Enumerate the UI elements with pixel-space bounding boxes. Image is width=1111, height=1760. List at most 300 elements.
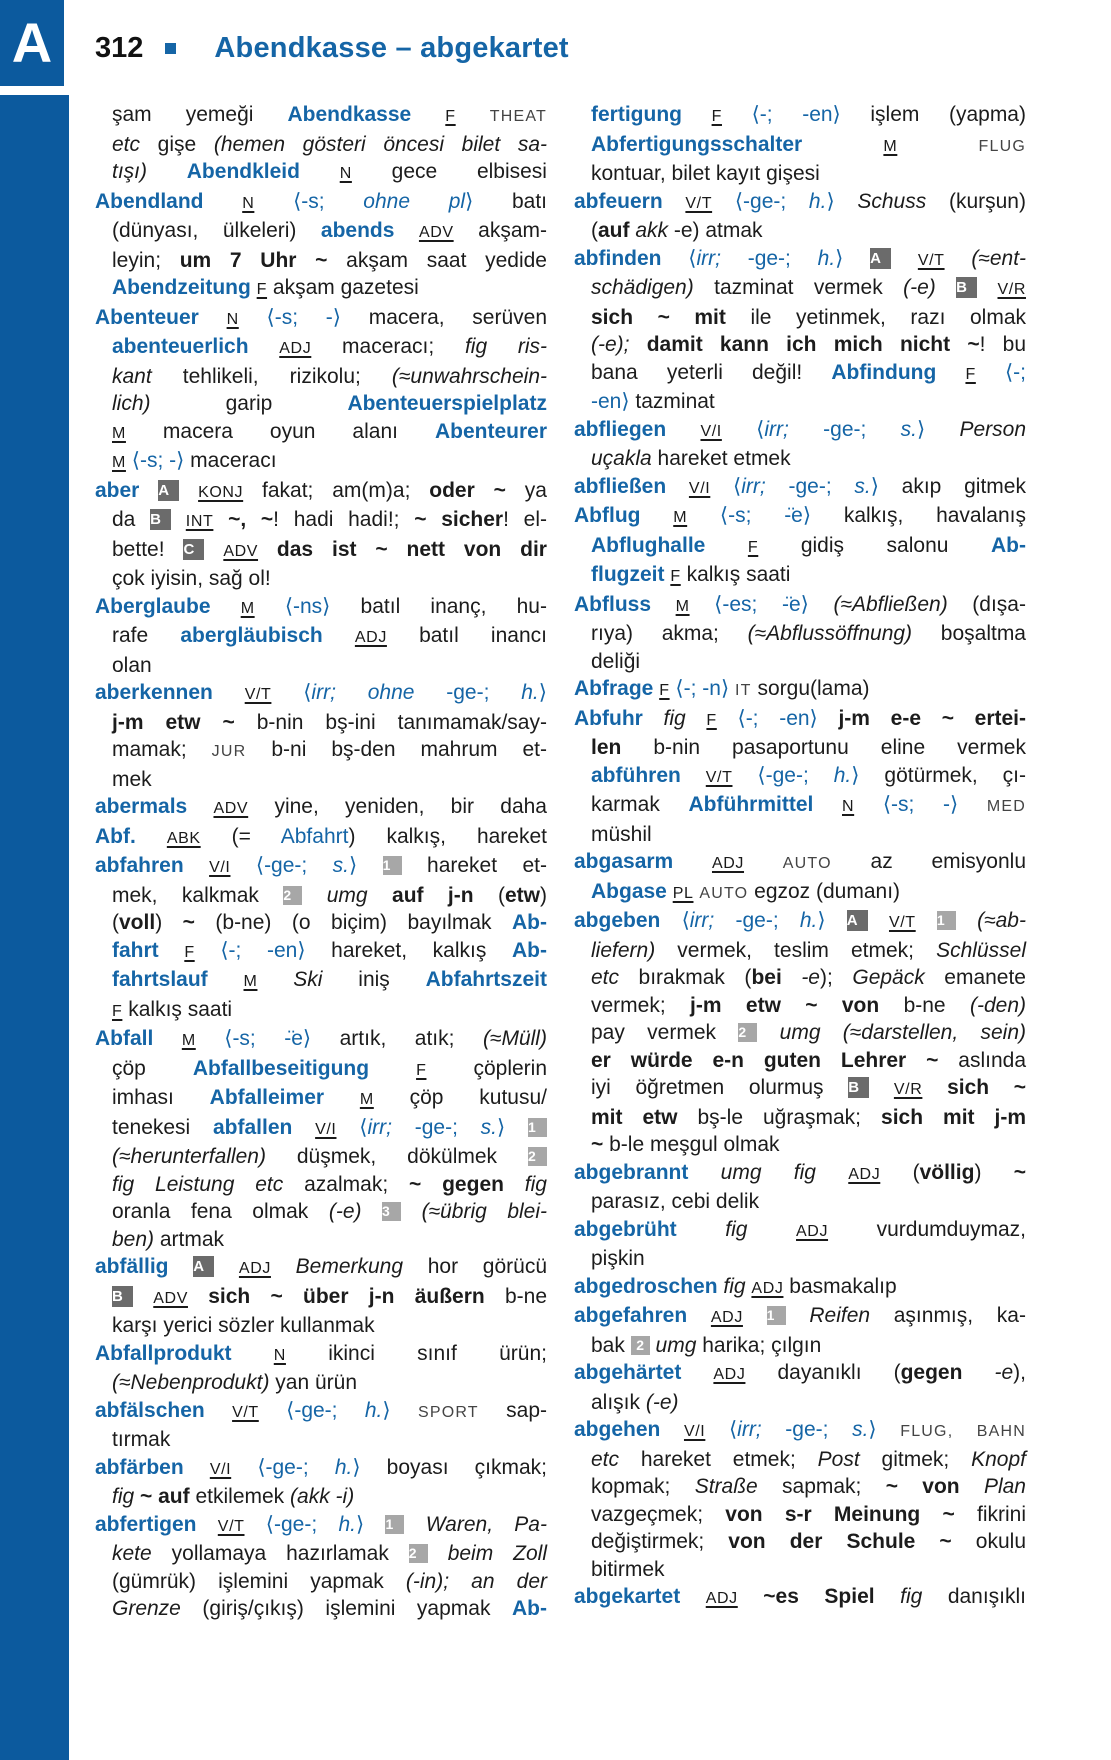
text-run: -e) atmak — [673, 219, 763, 242]
dictionary-line — [574, 160, 1026, 188]
grammar-info: s. — [854, 474, 871, 498]
dictionary-line — [95, 593, 547, 623]
italic-text: -e — [994, 1361, 1014, 1384]
dictionary-line — [574, 331, 1026, 359]
dictionary-line — [95, 418, 547, 448]
word-class-label: ADJ — [354, 629, 387, 646]
dictionary-line — [95, 1568, 547, 1596]
text-run: ( — [497, 883, 505, 907]
headword: abgedroschen — [574, 1274, 718, 1298]
dictionary-line — [574, 1245, 1026, 1273]
bold-text: von s-r Meinung ~ — [725, 1502, 955, 1526]
grammar-info: -en⟩ — [591, 390, 630, 413]
text-run: ikinci sınıf ürün; — [328, 1341, 547, 1365]
text-run: ! bu — [979, 333, 1026, 356]
headword: Abfahrtszeit — [425, 968, 547, 991]
italic-text: (≈herunterfallen) — [112, 1145, 266, 1168]
bold-text: sich mit j-m — [881, 1105, 1026, 1129]
text-run: karşı yerici sözler kullanmak — [112, 1314, 375, 1337]
headword-range: Abendkasse – abgekartet — [214, 31, 569, 64]
headword: abgehärtet — [574, 1361, 682, 1384]
dictionary-line — [95, 131, 547, 159]
headword: abgebrannt — [574, 1160, 689, 1184]
domain-label: MED — [986, 798, 1026, 815]
bold-text: auf j-n — [392, 883, 474, 907]
text-run: hareket etmek; — [640, 1447, 796, 1471]
sense-number-badge: 1 — [937, 911, 956, 930]
headword: abfertigen — [95, 1512, 197, 1536]
dictionary-line — [574, 1019, 1026, 1047]
text-run: basmakalıp — [789, 1274, 897, 1298]
word-class-label: F — [706, 711, 717, 729]
word-class-label: N — [242, 194, 255, 212]
headword: Abendland — [95, 189, 204, 213]
text-run: oranla fena olmak — [112, 1200, 309, 1223]
headword: abfälschen — [95, 1398, 205, 1422]
italic-text: (≈Müll) — [482, 1027, 547, 1050]
text-run: vermek, teslim etmek; — [677, 938, 915, 962]
dictionary-line — [574, 848, 1026, 878]
dictionary-line — [95, 1369, 547, 1397]
dictionary-line — [95, 1283, 547, 1313]
text-run: tazminat vermek — [714, 276, 883, 299]
dictionary-line — [574, 1188, 1026, 1216]
grammar-info: ⟨-ns⟩ — [284, 594, 331, 618]
text-run: tehlikeli, rizikolu; — [182, 364, 361, 388]
italic-text: (-e); — [591, 333, 630, 356]
text-run: hareket, kalkış — [331, 938, 487, 962]
text-run: azalmak; — [304, 1172, 389, 1196]
dictionary-line — [574, 473, 1026, 503]
italic-text: (≈ent- — [971, 246, 1027, 270]
grammar-info: ⟨ — [359, 1115, 368, 1139]
text-run: batıl inancı — [419, 624, 547, 647]
italic-text: (akk -i) — [290, 1485, 355, 1508]
text-run: da — [112, 508, 136, 531]
headword: abenteuerlich — [112, 335, 249, 358]
grammar-info: h. — [808, 189, 827, 213]
text-run: hareket etmek — [657, 447, 791, 470]
word-class-label: V/I — [315, 1120, 337, 1138]
grammar-info: ⟨ — [756, 417, 765, 441]
text-run: düşmek, dökülmek — [296, 1145, 498, 1168]
grammar-info: -ge-; — [788, 474, 832, 498]
italic-text: fig — [112, 1485, 135, 1508]
grammar-info: irr; — [696, 246, 721, 270]
italic-text: Reifen — [809, 1304, 871, 1327]
italic-text: umg — [326, 883, 368, 907]
text-run: sap- — [506, 1398, 547, 1422]
grammar-info: ⟨ — [688, 246, 697, 270]
text-run: iyi öğretmen olurmuş — [591, 1076, 824, 1099]
dictionary-line — [574, 1389, 1026, 1417]
text-run: gitmek; — [881, 1447, 950, 1471]
bullet-icon — [165, 43, 176, 54]
word-class-label: V/I — [683, 1423, 706, 1440]
word-class-label: F — [711, 108, 722, 125]
dictionary-line — [574, 1583, 1026, 1613]
text-run: mamak; — [112, 738, 187, 761]
headword: Abenteuer — [95, 305, 199, 329]
word-class-label: V/T — [705, 768, 733, 786]
dictionary-line — [95, 852, 547, 882]
italic-text: fig Leistung etc — [112, 1172, 284, 1196]
grammar-info: h. — [817, 246, 836, 270]
bold-text: etw — [504, 883, 540, 907]
word-class-label: V/I — [209, 1460, 232, 1478]
grammar-info: irr; — [764, 417, 789, 441]
word-class-label: M — [112, 454, 126, 471]
dictionary-line — [95, 1426, 547, 1454]
word-class-label: V/R — [893, 1081, 923, 1098]
grammar-info: ⟨-ge-; — [255, 854, 308, 877]
word-class-label: F — [670, 568, 681, 585]
word-class-label: M — [240, 599, 255, 617]
dictionary-line — [574, 762, 1026, 792]
italic-text: etc — [591, 966, 620, 989]
text-run: gece elbisesi — [391, 160, 547, 183]
dictionary-line — [574, 1556, 1026, 1584]
text-run: ) kalkış, hareket — [348, 824, 547, 848]
sense-number-badge: 1 — [385, 1515, 404, 1534]
grammar-info: ⟩ — [870, 474, 879, 498]
text-run: işlem (yapma) — [870, 103, 1026, 126]
grammar-info: ⟨-s; -⟩ — [131, 449, 185, 472]
text-run: maceracı; — [342, 335, 435, 358]
text-run: akşam- — [478, 219, 547, 242]
text-run: harika; çılgın — [702, 1333, 822, 1357]
text-run: bette! — [112, 537, 165, 561]
headword: Aberglaube — [95, 594, 211, 618]
headword: abfahren — [95, 854, 184, 877]
dictionary-line — [574, 445, 1026, 473]
dictionary-line — [574, 878, 1026, 908]
word-class-label: F — [965, 365, 976, 383]
domain-label: FLUG, BAHN — [900, 1423, 1026, 1440]
headword: Abfuhr — [574, 706, 643, 730]
italic-text: (≈ab- — [977, 909, 1026, 932]
headword: Abflughalle — [591, 533, 706, 557]
text-run: kontuar, bilet kayıt gişesi — [591, 162, 820, 185]
text-run: boyası çıkmak; — [386, 1455, 547, 1479]
text-run: çöp kutusu/ — [409, 1086, 547, 1109]
text-run: deliği — [591, 649, 641, 673]
italic-text: Post — [817, 1447, 860, 1471]
grammar-info: irr; — [741, 474, 766, 498]
text-run: egzoz (dumanı) — [754, 879, 901, 903]
bold-text: oder ~ — [429, 478, 506, 502]
text-run: ) — [974, 1160, 982, 1184]
headword: fahrtslauf — [112, 968, 208, 991]
grammar-info: s. — [332, 854, 349, 877]
sense-letter-badge: B — [150, 509, 171, 530]
word-class-label: ADJ — [713, 1366, 746, 1383]
italic-text: (-in); an der — [405, 1569, 547, 1593]
dictionary-line — [574, 675, 1026, 705]
sense-letter-badge: A — [870, 248, 891, 269]
bold-text: sich ~ — [947, 1076, 1027, 1099]
sense-letter-badge: A — [847, 910, 868, 931]
grammar-info: ohne pl — [363, 189, 466, 213]
dictionary-line — [574, 1047, 1026, 1075]
word-class-label: ADJ — [711, 855, 745, 872]
text-run: ) — [540, 883, 547, 907]
dictionary-line — [95, 966, 547, 996]
italic-text: etc — [112, 132, 141, 156]
text-run: vurdumduymaz, — [876, 1217, 1027, 1241]
text-run: çöp — [112, 1056, 146, 1080]
dictionary-line — [95, 793, 547, 823]
text-run: aşınmış, ka- — [893, 1304, 1026, 1327]
text-run: b-ni bş-den mahrum et- — [271, 738, 547, 761]
italic-text: Gepäck — [852, 966, 925, 989]
italic-text: fig — [900, 1585, 923, 1608]
text-run: (dışa- — [972, 592, 1026, 616]
text-run: az emisyonlu — [870, 850, 1026, 873]
word-class-label: KONJ — [198, 483, 244, 501]
word-class-label: M — [243, 973, 258, 990]
text-run: kalkış, havalanış — [843, 504, 1026, 527]
italic-text: Bemerkung — [295, 1255, 404, 1278]
grammar-info: ⟨-s; -̈e⟩ — [224, 1027, 312, 1050]
word-class-label: M — [181, 1032, 196, 1049]
text-run: b-ne — [504, 1284, 547, 1308]
italic-text: -e — [801, 966, 820, 989]
word-class-label: N — [273, 1346, 286, 1364]
text-run: ile yetinmek, razı olmak — [750, 305, 1027, 329]
headword: aberkennen — [95, 681, 213, 704]
dictionary-line — [95, 909, 547, 937]
grammar-info: ⟩ — [868, 1418, 877, 1441]
headword: abfinden — [574, 246, 662, 270]
text-run: yan ürün — [275, 1371, 358, 1394]
dictionary-line — [574, 821, 1026, 849]
word-class-label: V/T — [888, 914, 916, 931]
grammar-info: ⟨-; -en⟩ — [220, 938, 306, 962]
text-run: sorgu(lama) — [757, 677, 870, 700]
italic-text: (≈Nebenprodukt) — [112, 1371, 270, 1394]
bold-text: ~ gegen — [409, 1172, 504, 1196]
dictionary-line — [95, 1312, 547, 1340]
dictionary-line — [95, 1198, 547, 1226]
headword: Abgase — [591, 879, 667, 903]
text-run: macera, serüven — [368, 305, 548, 329]
grammar-info: ⟨-; -n⟩ — [675, 677, 730, 700]
headword: Abfrage — [574, 677, 654, 700]
dictionary-line — [95, 1253, 547, 1283]
dictionary-line — [95, 217, 547, 247]
headword: abermals — [95, 795, 188, 818]
bold-text: ~ — [182, 911, 195, 934]
text-run: tırmak — [112, 1428, 171, 1451]
grammar-info: ⟩ — [465, 189, 474, 213]
grammar-info: ⟩ — [349, 854, 358, 877]
dictionary-line — [95, 823, 547, 853]
text-run: pişkin — [591, 1247, 645, 1270]
text-run: aslında — [958, 1048, 1026, 1072]
grammar-info: ⟩ — [355, 1512, 365, 1536]
dictionary-line — [95, 882, 547, 910]
headword: Abenteuerspielplatz — [347, 392, 547, 415]
text-run: rafe — [112, 624, 149, 647]
word-class-label: ADJ — [796, 1222, 829, 1240]
dictionary-line — [574, 1359, 1026, 1389]
dictionary-line — [574, 1528, 1026, 1556]
dictionary-line — [574, 1446, 1026, 1474]
word-class-label: M — [883, 137, 898, 155]
word-class-label: F — [747, 538, 759, 556]
grammar-info: ⟩ — [851, 763, 860, 787]
headword: Abfall — [95, 1027, 154, 1050]
word-class-label: F — [659, 682, 670, 699]
text-run: ) — [155, 911, 163, 934]
grammar-info: ⟩ — [538, 681, 547, 704]
headword: Abführmittel — [688, 793, 814, 816]
dictionary-line — [574, 705, 1026, 735]
headword: abends — [320, 219, 395, 242]
text-run: ! hadi hadi!; — [273, 508, 400, 531]
dictionary-line — [574, 1302, 1026, 1332]
dictionary-line — [574, 304, 1026, 332]
grammar-info: ⟨ — [728, 1418, 738, 1441]
dictionary-line — [95, 622, 547, 652]
bold-text: um 7 Uhr ~ — [179, 248, 328, 272]
dictionary-line — [95, 1595, 547, 1623]
grammar-info: ⟨-s; -⟩ — [266, 305, 341, 329]
dictionary-line — [95, 447, 547, 477]
grammar-info: -ge-; — [446, 681, 490, 704]
italic-text: (≈übrig blei- — [421, 1200, 547, 1223]
text-run: artık, atık; — [339, 1027, 455, 1050]
italic-text: Ski — [293, 968, 323, 991]
dictionary-line — [574, 359, 1026, 389]
text-run: b-nin pasaportunu eline vermek — [653, 736, 1026, 759]
dictionary-line — [95, 1084, 547, 1114]
grammar-info: s. — [852, 1418, 869, 1441]
italic-text: (≈unwahrschein- — [391, 364, 547, 388]
sense-number-badge: 2 — [631, 1336, 650, 1355]
dictionary-line — [574, 101, 1026, 131]
dictionary-line — [574, 532, 1026, 562]
italic-text: fig — [725, 1217, 748, 1241]
grammar-info: h. — [833, 763, 852, 787]
text-run: bana yeterli değil! — [591, 360, 803, 384]
dictionary-line — [574, 1216, 1026, 1246]
grammar-info: irr; — [689, 909, 715, 932]
dictionary-line — [95, 1397, 547, 1427]
bold-text: j-m etw ~ von — [690, 993, 880, 1017]
dictionary-line — [95, 1483, 547, 1511]
headword: Abfalleimer — [209, 1086, 325, 1109]
dictionary-line — [95, 996, 547, 1026]
domain-label: THEAT — [489, 108, 547, 125]
headword: abfällig — [95, 1255, 169, 1278]
dictionary-columns — [95, 101, 1026, 1623]
text-run: imhası — [112, 1086, 174, 1109]
grammar-info: h. — [338, 1512, 356, 1536]
grammar-info: ⟩ — [497, 1115, 506, 1139]
italic-text: lich) — [112, 392, 151, 415]
headword: abgasarm — [574, 850, 674, 873]
dictionary-line — [574, 131, 1026, 161]
dictionary-line — [574, 734, 1026, 762]
headword: abfallen — [212, 1115, 293, 1139]
dictionary-line — [95, 709, 547, 737]
dictionary-line — [574, 1104, 1026, 1132]
word-class-label: M — [673, 509, 688, 526]
word-class-label: F — [445, 108, 456, 125]
headword: Ab- — [511, 1597, 547, 1620]
italic-text: Straße — [694, 1475, 758, 1498]
text-run: ); — [820, 966, 833, 989]
headword: Ab- — [512, 938, 547, 962]
sense-number-badge: 3 — [382, 1202, 401, 1221]
dictionary-line — [95, 1511, 547, 1541]
grammar-info: ⟩ — [916, 417, 926, 441]
dictionary-line — [95, 158, 547, 188]
bold-text: ~ sicher — [414, 508, 504, 531]
dictionary-line — [95, 1171, 547, 1199]
dictionary-line — [95, 565, 547, 593]
bold-text: ~ von — [885, 1475, 960, 1498]
word-class-label: V/T — [917, 251, 945, 269]
word-class-label: F — [112, 1002, 123, 1020]
dictionary-line — [95, 652, 547, 680]
italic-text: (hemen gösteri öncesi bilet sa- — [213, 132, 547, 156]
text-run: bş-le uğraşmak; — [697, 1105, 862, 1129]
sense-number-badge: 1 — [767, 1306, 786, 1325]
grammar-info: ⟨-; — [1004, 360, 1026, 384]
bold-text: voll — [119, 911, 156, 934]
word-class-label: N — [339, 165, 352, 182]
italic-text: kant — [112, 364, 152, 388]
dictionary-line — [574, 388, 1026, 416]
headword: Abenteurer — [434, 419, 547, 443]
dictionary-line — [574, 1131, 1026, 1159]
headword: aber — [95, 478, 140, 502]
text-run: müshil — [591, 822, 652, 846]
headword: abergläubisch — [180, 624, 323, 647]
bold-text: von der Schule ~ — [728, 1530, 952, 1553]
sense-letter-badge: B — [112, 1286, 133, 1307]
bold-text: sich ~ über j-n äußern — [208, 1284, 485, 1308]
word-class-label: V/T — [232, 1403, 259, 1421]
dictionary-line — [574, 274, 1026, 304]
bold-text: sich ~ mit — [591, 305, 726, 329]
italic-text: schädigen) — [591, 276, 694, 299]
dictionary-line — [95, 736, 547, 766]
word-class-label: PL — [672, 884, 694, 902]
headword: abfliegen — [574, 417, 667, 441]
text-run: bak — [591, 1333, 625, 1357]
text-run: gişe — [157, 132, 197, 156]
dictionary-line — [574, 992, 1026, 1020]
grammar-info: ⟨ — [303, 681, 312, 704]
dictionary-line — [95, 1454, 547, 1484]
headword: fertigung — [591, 103, 682, 126]
word-class-label: V/I — [700, 422, 722, 440]
bold-text: das ist ~ nett von dir — [276, 537, 547, 561]
bold-text: er würde e-n guten Lehrer ~ — [591, 1048, 939, 1072]
domain-label: IT — [735, 682, 752, 699]
dictionary-line — [95, 101, 547, 131]
italic-text: uçakla — [591, 447, 652, 470]
word-class-label: ADJ — [238, 1260, 271, 1277]
dictionary-line — [95, 247, 547, 275]
word-class-label: ADJ — [279, 340, 312, 357]
dictionary-line — [95, 390, 547, 418]
dictionary-line — [574, 937, 1026, 965]
